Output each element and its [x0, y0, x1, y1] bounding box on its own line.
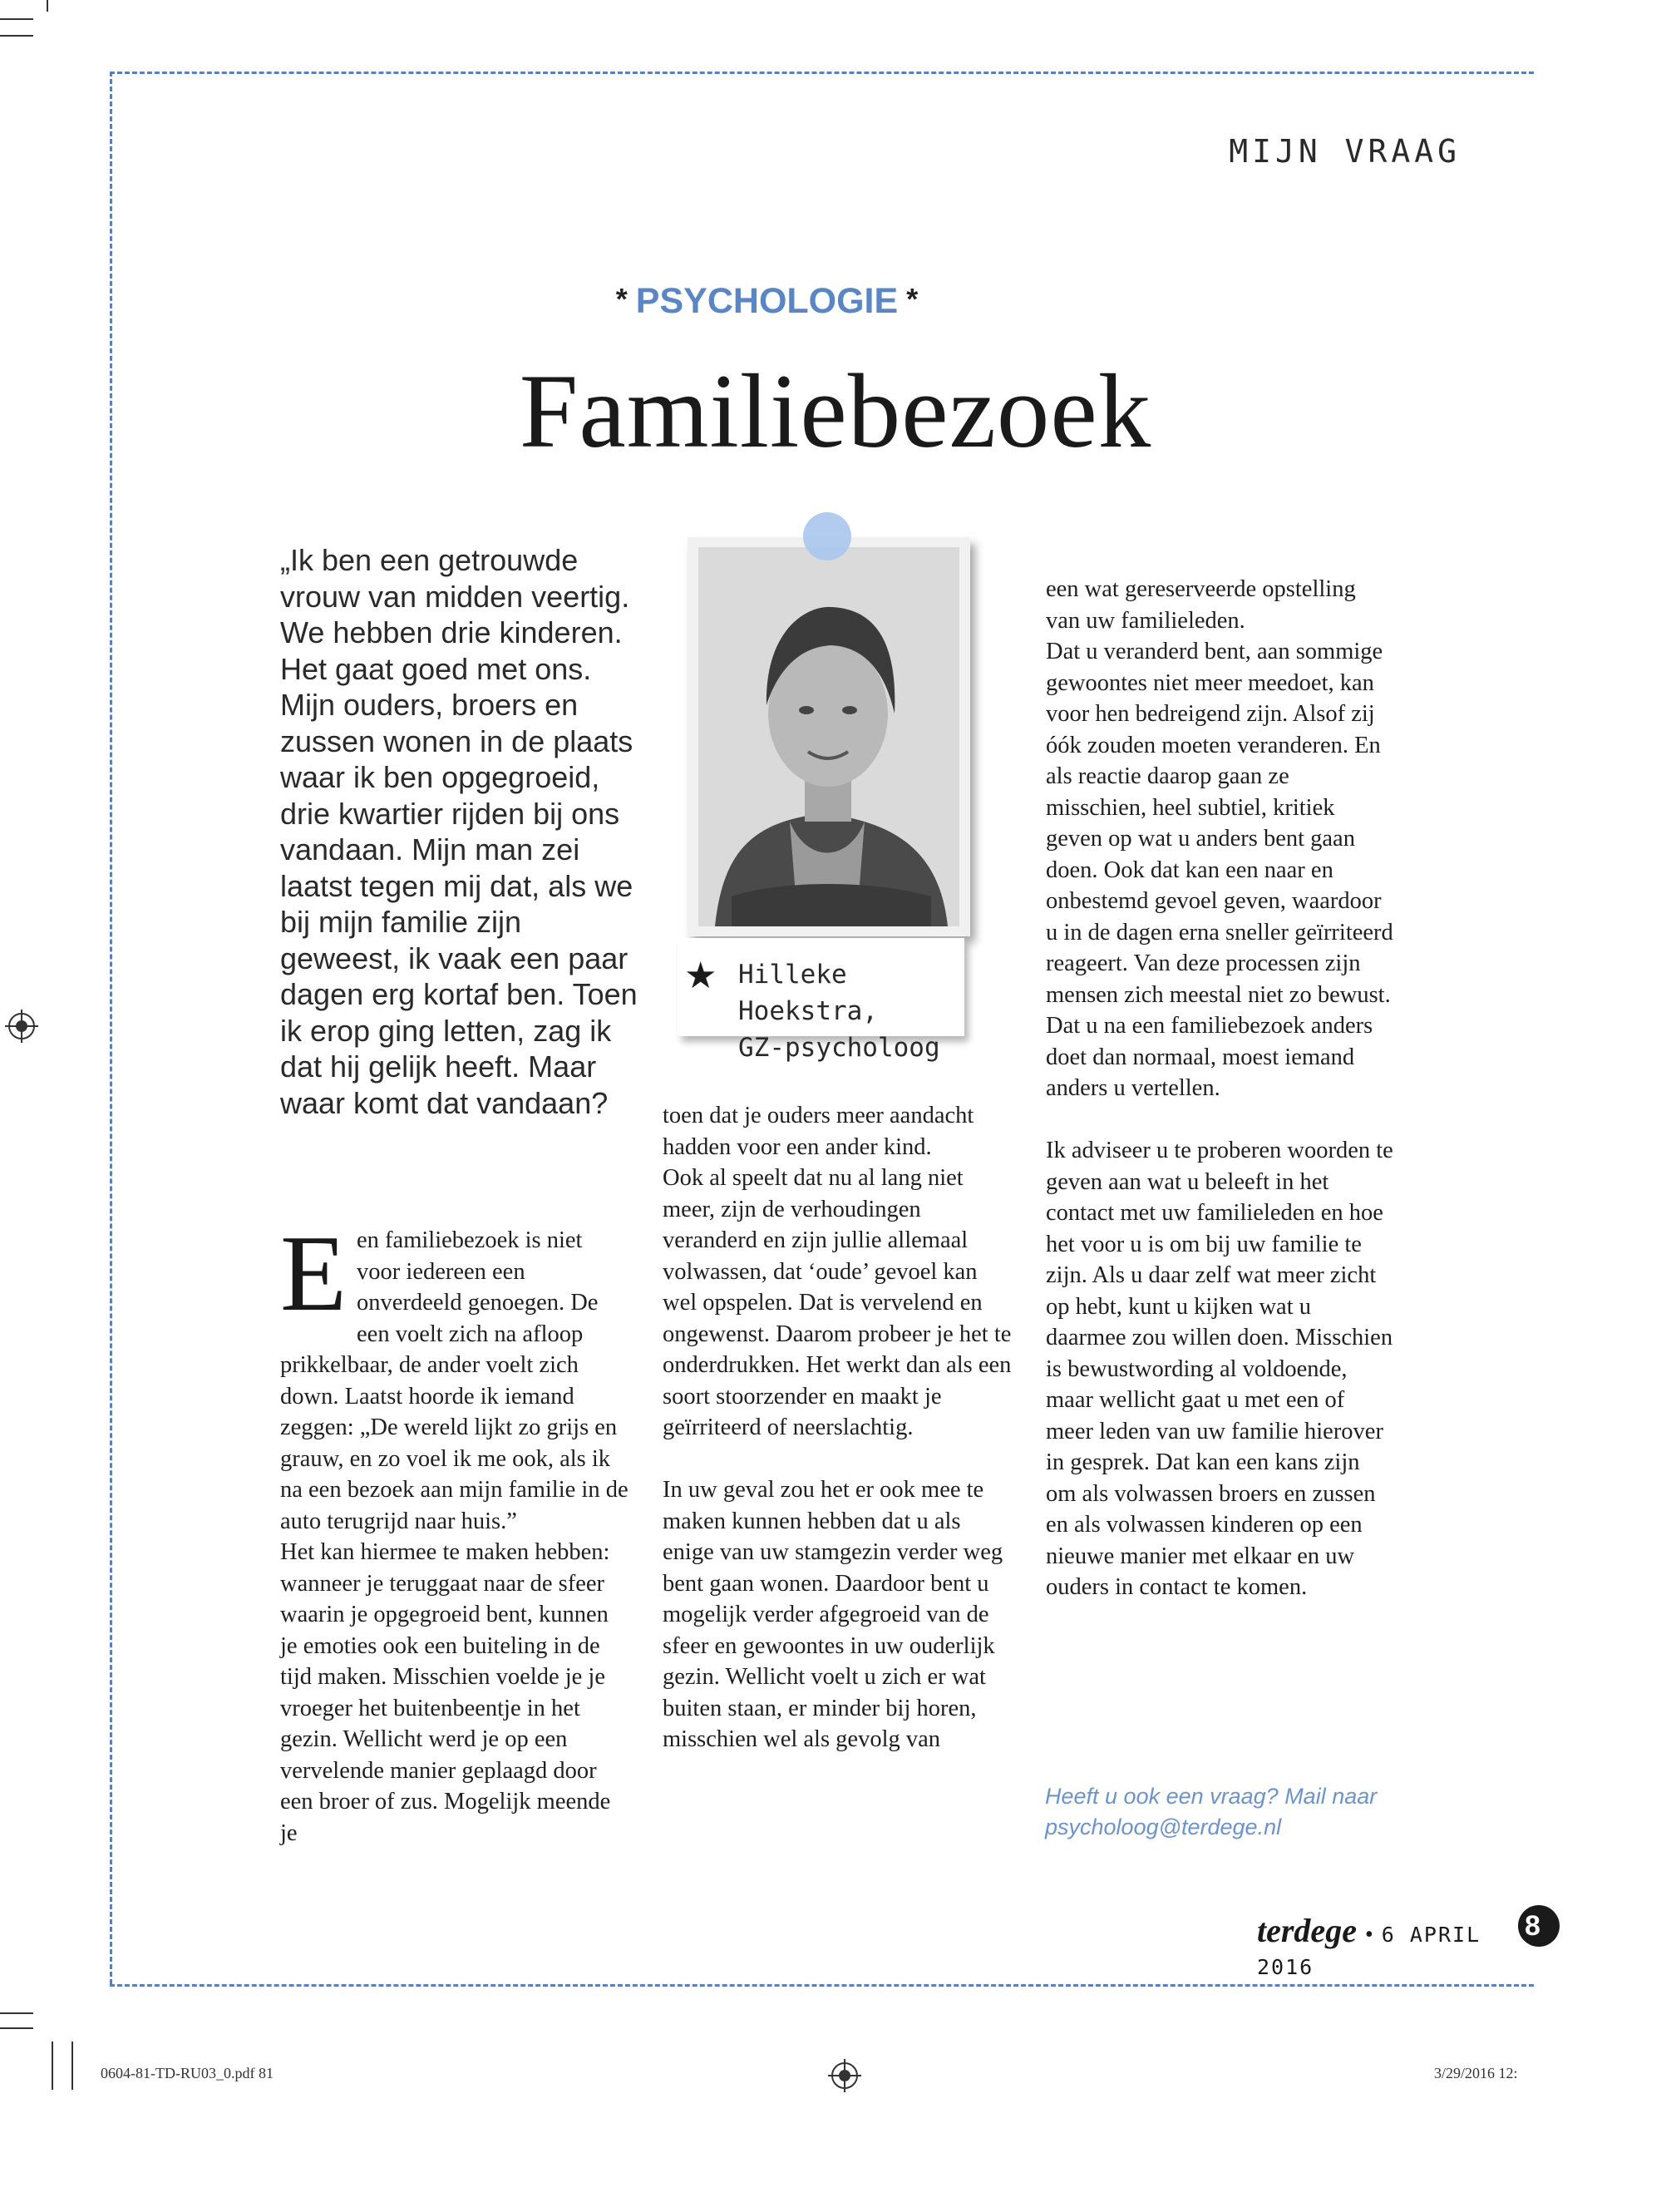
- brand-logo: terdege: [1257, 1912, 1357, 1949]
- portrait-photo: [698, 547, 959, 926]
- dashed-frame-top: [110, 72, 1534, 74]
- article-paragraph: Het kan hiermee te maken hebben: wanneer je teruggaat naar de sfeer waarin je opgegroeid bent, kunnen je emoties ook een buiteling in de tijd maken. Misschien voelde je je vroeger het buitenbeentje in het gezin. Wellicht werd je op een vervelende manier geplaagd door een broer of zus. Mogelijk meende je: [280, 1539, 611, 1846]
- lead-question: „Ik ben een getrouwde vrouw van midden veertig. We hebben drie kinderen. Het gaat goed met ons. Mijn ouders, broers en zussen wonen in de plaats waar ik ben opgegroeid, drie kwartier rijden bij ons vandaan. Mijn man zei laatst tegen mij dat, als we bij mijn familie zijn geweest, ik vaak een paar dagen erg kortaf ben. Toen ik erop ging letten, zag ik dat hij gelijk heeft. Maar waar komt dat vandaan?: [280, 543, 638, 1120]
- crop-mark: [71, 2042, 73, 2090]
- article-paragraph: Ook al speelt dat nu al lang niet meer, zijn de verhoudingen veranderd en zijn jullie allemaal volwassen, dat ‘oude’ gevoel kan wel opspelen. Dat is vervelend en ongewenst. Daarom probeer je het te onderdrukken. Het werkt dan als een soort stoorzender en maakt je geïrriteerd of neerslachtig.: [663, 1165, 1012, 1440]
- article-paragraph: In uw geval zou het er ook mee te maken kunnen hebben dat u als enige van uw stamgezin verder weg bent gaan wonen. Daardoor bent u mogelijk verder afgegroeid van de sfeer en gewoontes in uw ouderlijk gezin. Wellicht voelt u zich er wat buiten staan, er minder bij horen, misschien wel als gevolg van: [663, 1477, 1003, 1752]
- caption-name: Hilleke Hoekstra,: [738, 960, 878, 1026]
- print-slug-file: 0604-81-TD-RU03_0.pdf 81: [101, 2065, 274, 2081]
- article-paragraph: toen dat je ouders meer aandacht hadden voor een ander kind.: [663, 1103, 974, 1160]
- article-paragraph: [280, 1213, 629, 1537]
- contact-text: Heeft u ook een vraag? Mail naar: [1045, 1784, 1378, 1809]
- portrait-illustration: [698, 547, 959, 926]
- footer-separator: •: [1364, 1922, 1373, 1948]
- crop-mark: [0, 2012, 33, 2014]
- registration-mark-icon: [831, 2062, 858, 2089]
- star-icon: *: [906, 282, 919, 316]
- article-paragraph: Ik adviseer u te proberen woorden te geven aan wat u beleeft in het contact met uw familieleden en hoe het voor u is om bij uw familie te zijn. Als u daar zelf wat meer zicht op hebt, kunt u kijken wat u daarmee zou willen doen. Misschien is bewustwording al voldoende, maar wellicht gaat u met een of meer leden van uw familie hierover in gesprek. Dat kan een kans zijn om als volwassen broers en zussen en als volwassen kinderen op een nieuwe manier met elkaar en uw ouders in contact te komen.: [1046, 1138, 1393, 1600]
- star-icon: ★: [684, 955, 717, 997]
- crop-mark: [0, 2027, 33, 2029]
- dashed-frame-bottom: [110, 1984, 1534, 1987]
- page-number: 8: [1518, 1905, 1560, 1947]
- article-column-1: [280, 1213, 629, 1849]
- print-slug-timestamp: 3/29/2016 12:: [1434, 2065, 1518, 2081]
- crop-mark: [0, 35, 33, 37]
- issue-date: 6 APRIL 2016: [1257, 1923, 1481, 1979]
- contact-email-link[interactable]: psycholoog@terdege.nl: [1045, 1815, 1282, 1839]
- article-text: en familiebezoek is niet voor iedereen een onverdeeld genoegen. De een voelt zich na afloop prikkelbaar, de ander voelt zich down. Laatst hoorde ik iemand zeggen: „De wereld lijkt zo grijs en grauw, en zo voel ik me ook, als ik na een bezoek aan mijn familie in de auto terugrijd naar huis.”: [280, 1227, 628, 1534]
- caption-role: GZ-psycholoog: [738, 1033, 940, 1063]
- article-paragraph: een wat gereserveerde opstelling van uw familieleden.: [1046, 576, 1356, 634]
- page-title: Familiebezoek: [519, 353, 1152, 470]
- crop-mark: [47, 0, 48, 12]
- kicker: [0, 281, 1534, 322]
- crop-mark: [0, 18, 33, 20]
- article-paragraph: Dat u veranderd bent, aan sommige gewoontes niet meer meedoet, kan voor hen bedreigend zijn. Alsof zij óók zouden moeten veranderen. En als reactie daarop gaan ze misschien, heel subtiel, kritiek geven op wat u anders bent gaan doen. Ook dat kan een naar en onbestemd gevoel geven, waardoor u in de dagen erna sneller geïrriteerd reageert. Van deze processen zijn mensen zich meestal niet zo bewust. Dat u na een familiebezoek anders doet dan normaal, moest iemand anders u vertellen.: [1046, 639, 1393, 1101]
- star-icon: *: [615, 282, 628, 316]
- pin-icon: [803, 512, 851, 560]
- registration-mark-icon: [8, 1013, 35, 1039]
- page-footer: [1257, 1911, 1534, 1982]
- section-label: MIJN VRAAG: [1229, 133, 1461, 170]
- article-column-2: [663, 1100, 1012, 1755]
- drop-cap: E: [280, 1213, 348, 1334]
- contact-note: [1045, 1781, 1402, 1843]
- kicker-label: PSYCHOLOGIE: [635, 281, 899, 321]
- article-column-3: [1046, 574, 1395, 1603]
- photo-caption: [738, 956, 954, 1066]
- portrait-frame: [688, 537, 970, 936]
- crop-mark: [52, 2042, 53, 2090]
